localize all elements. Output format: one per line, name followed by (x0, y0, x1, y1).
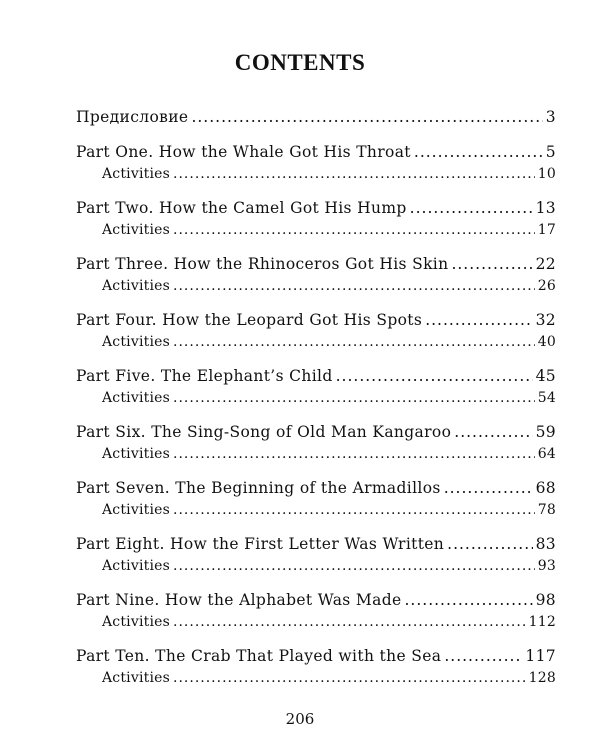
dot-leader (173, 387, 535, 409)
toc-entry-label: Activities (102, 614, 171, 630)
dot-leader (173, 275, 535, 297)
toc-entry-part[interactable] (76, 533, 556, 555)
toc-entry-part[interactable] (76, 141, 556, 163)
dot-leader (336, 365, 533, 387)
toc-entry-label: Part One. How the Whale Got His Throat (76, 143, 411, 161)
toc-entry-activities[interactable] (76, 611, 556, 633)
dot-leader (414, 141, 543, 163)
dot-leader (173, 331, 535, 353)
toc-entry-label: Activities (102, 166, 171, 182)
dot-leader (173, 163, 535, 185)
toc-entry-part[interactable] (76, 253, 556, 275)
toc-entry-label: Предисловие (76, 108, 189, 126)
dot-leader (404, 589, 532, 611)
toc-entry-label: Activities (102, 390, 171, 406)
toc-entry-part[interactable] (76, 365, 556, 387)
toc-entry-label: Part Five. The Elephant’s Child (76, 367, 333, 385)
toc-entry-activities[interactable] (76, 387, 556, 409)
toc-entry-page: 45 (535, 367, 556, 385)
toc-entry-label: Activities (102, 222, 171, 238)
toc-entry-activities[interactable] (76, 163, 556, 185)
toc-entry-label: Part Three. How the Rhinoceros Got His Skin (76, 255, 449, 273)
toc-group-part-6 (76, 421, 556, 465)
toc-group-part-8 (76, 533, 556, 577)
dot-leader (173, 555, 535, 577)
toc-group-part-4 (76, 309, 556, 353)
toc-entry-part[interactable] (76, 645, 556, 667)
dot-leader (173, 219, 535, 241)
dot-leader (173, 443, 535, 465)
toc-entry-part[interactable] (76, 589, 556, 611)
toc-entry-label: Part Six. The Sing-Song of Old Man Kangaroo (76, 423, 452, 441)
toc-entry-part[interactable] (76, 309, 556, 331)
toc-entry-page: 22 (535, 255, 556, 273)
toc-entry-page: 26 (537, 278, 556, 294)
dot-leader (173, 611, 526, 633)
dot-leader (444, 477, 533, 499)
toc-entry-activities[interactable] (76, 667, 556, 689)
dot-leader (173, 667, 526, 689)
toc-entry-label: Part Four. How the Leopard Got His Spots (76, 311, 423, 329)
toc-entry-label: Part Eight. How the First Letter Was Written (76, 535, 445, 553)
toc-entry-page: 128 (528, 670, 556, 686)
toc-group-part-7 (76, 477, 556, 521)
toc-entry-label: Activities (102, 558, 171, 574)
toc-entry-activities[interactable] (76, 443, 556, 465)
toc-entry-page: 40 (537, 334, 556, 350)
toc-entry-part[interactable] (76, 197, 556, 219)
toc-group-part-5 (76, 365, 556, 409)
toc-entry-preface[interactable] (76, 106, 556, 128)
dot-leader (451, 253, 532, 275)
page-title: CONTENTS (234, 50, 366, 75)
page-number: 206 (285, 710, 315, 728)
toc-entry-page: 59 (535, 423, 556, 441)
toc-entry-page: 93 (537, 558, 556, 574)
toc-entry-page: 98 (535, 591, 556, 609)
toc-entry-label: Part Nine. How the Alphabet Was Made (76, 591, 402, 609)
toc-entry-activities[interactable] (76, 219, 556, 241)
toc-entry-activities[interactable] (76, 555, 556, 577)
toc-entry-page: 3 (545, 108, 556, 126)
toc-entry-page: 83 (535, 535, 556, 553)
table-of-contents (76, 106, 556, 701)
toc-entry-label: Part Ten. The Crab That Played with the Sea (76, 647, 442, 665)
toc-group-part-2 (76, 197, 556, 241)
dot-leader (444, 645, 522, 667)
toc-group-part-3 (76, 253, 556, 297)
toc-entry-part[interactable] (76, 421, 556, 443)
toc-entry-page: 32 (535, 311, 556, 329)
toc-entry-page: 78 (537, 502, 556, 518)
toc-entry-page: 64 (537, 446, 556, 462)
toc-entry-label: Part Two. How the Camel Got His Hump (76, 199, 407, 217)
toc-entry-page: 5 (545, 143, 556, 161)
dot-leader (454, 421, 532, 443)
toc-entry-label: Activities (102, 502, 171, 518)
toc-entry-label: Activities (102, 446, 171, 462)
toc-entry-page: 117 (525, 647, 556, 665)
toc-entry-activities[interactable] (76, 331, 556, 353)
toc-group-part-9 (76, 589, 556, 633)
toc-entry-label: Activities (102, 670, 171, 686)
toc-entry-activities[interactable] (76, 275, 556, 297)
toc-group-part-10 (76, 645, 556, 689)
toc-entry-page: 10 (537, 166, 556, 182)
dot-leader (410, 197, 533, 219)
dot-leader (425, 309, 532, 331)
dot-leader (447, 533, 532, 555)
toc-entry-page: 54 (537, 390, 556, 406)
toc-entry-page: 13 (535, 199, 556, 217)
toc-entry-page: 68 (535, 479, 556, 497)
dot-leader (191, 106, 542, 128)
toc-entry-activities[interactable] (76, 499, 556, 521)
dot-leader (173, 499, 535, 521)
toc-entry-label: Activities (102, 278, 171, 294)
toc-entry-label: Activities (102, 334, 171, 350)
toc-entry-page: 112 (528, 614, 556, 630)
toc-entry-part[interactable] (76, 477, 556, 499)
toc-entry-page: 17 (537, 222, 556, 238)
toc-entry-label: Part Seven. The Beginning of the Armadillos (76, 479, 441, 497)
toc-group-part-1 (76, 141, 556, 185)
